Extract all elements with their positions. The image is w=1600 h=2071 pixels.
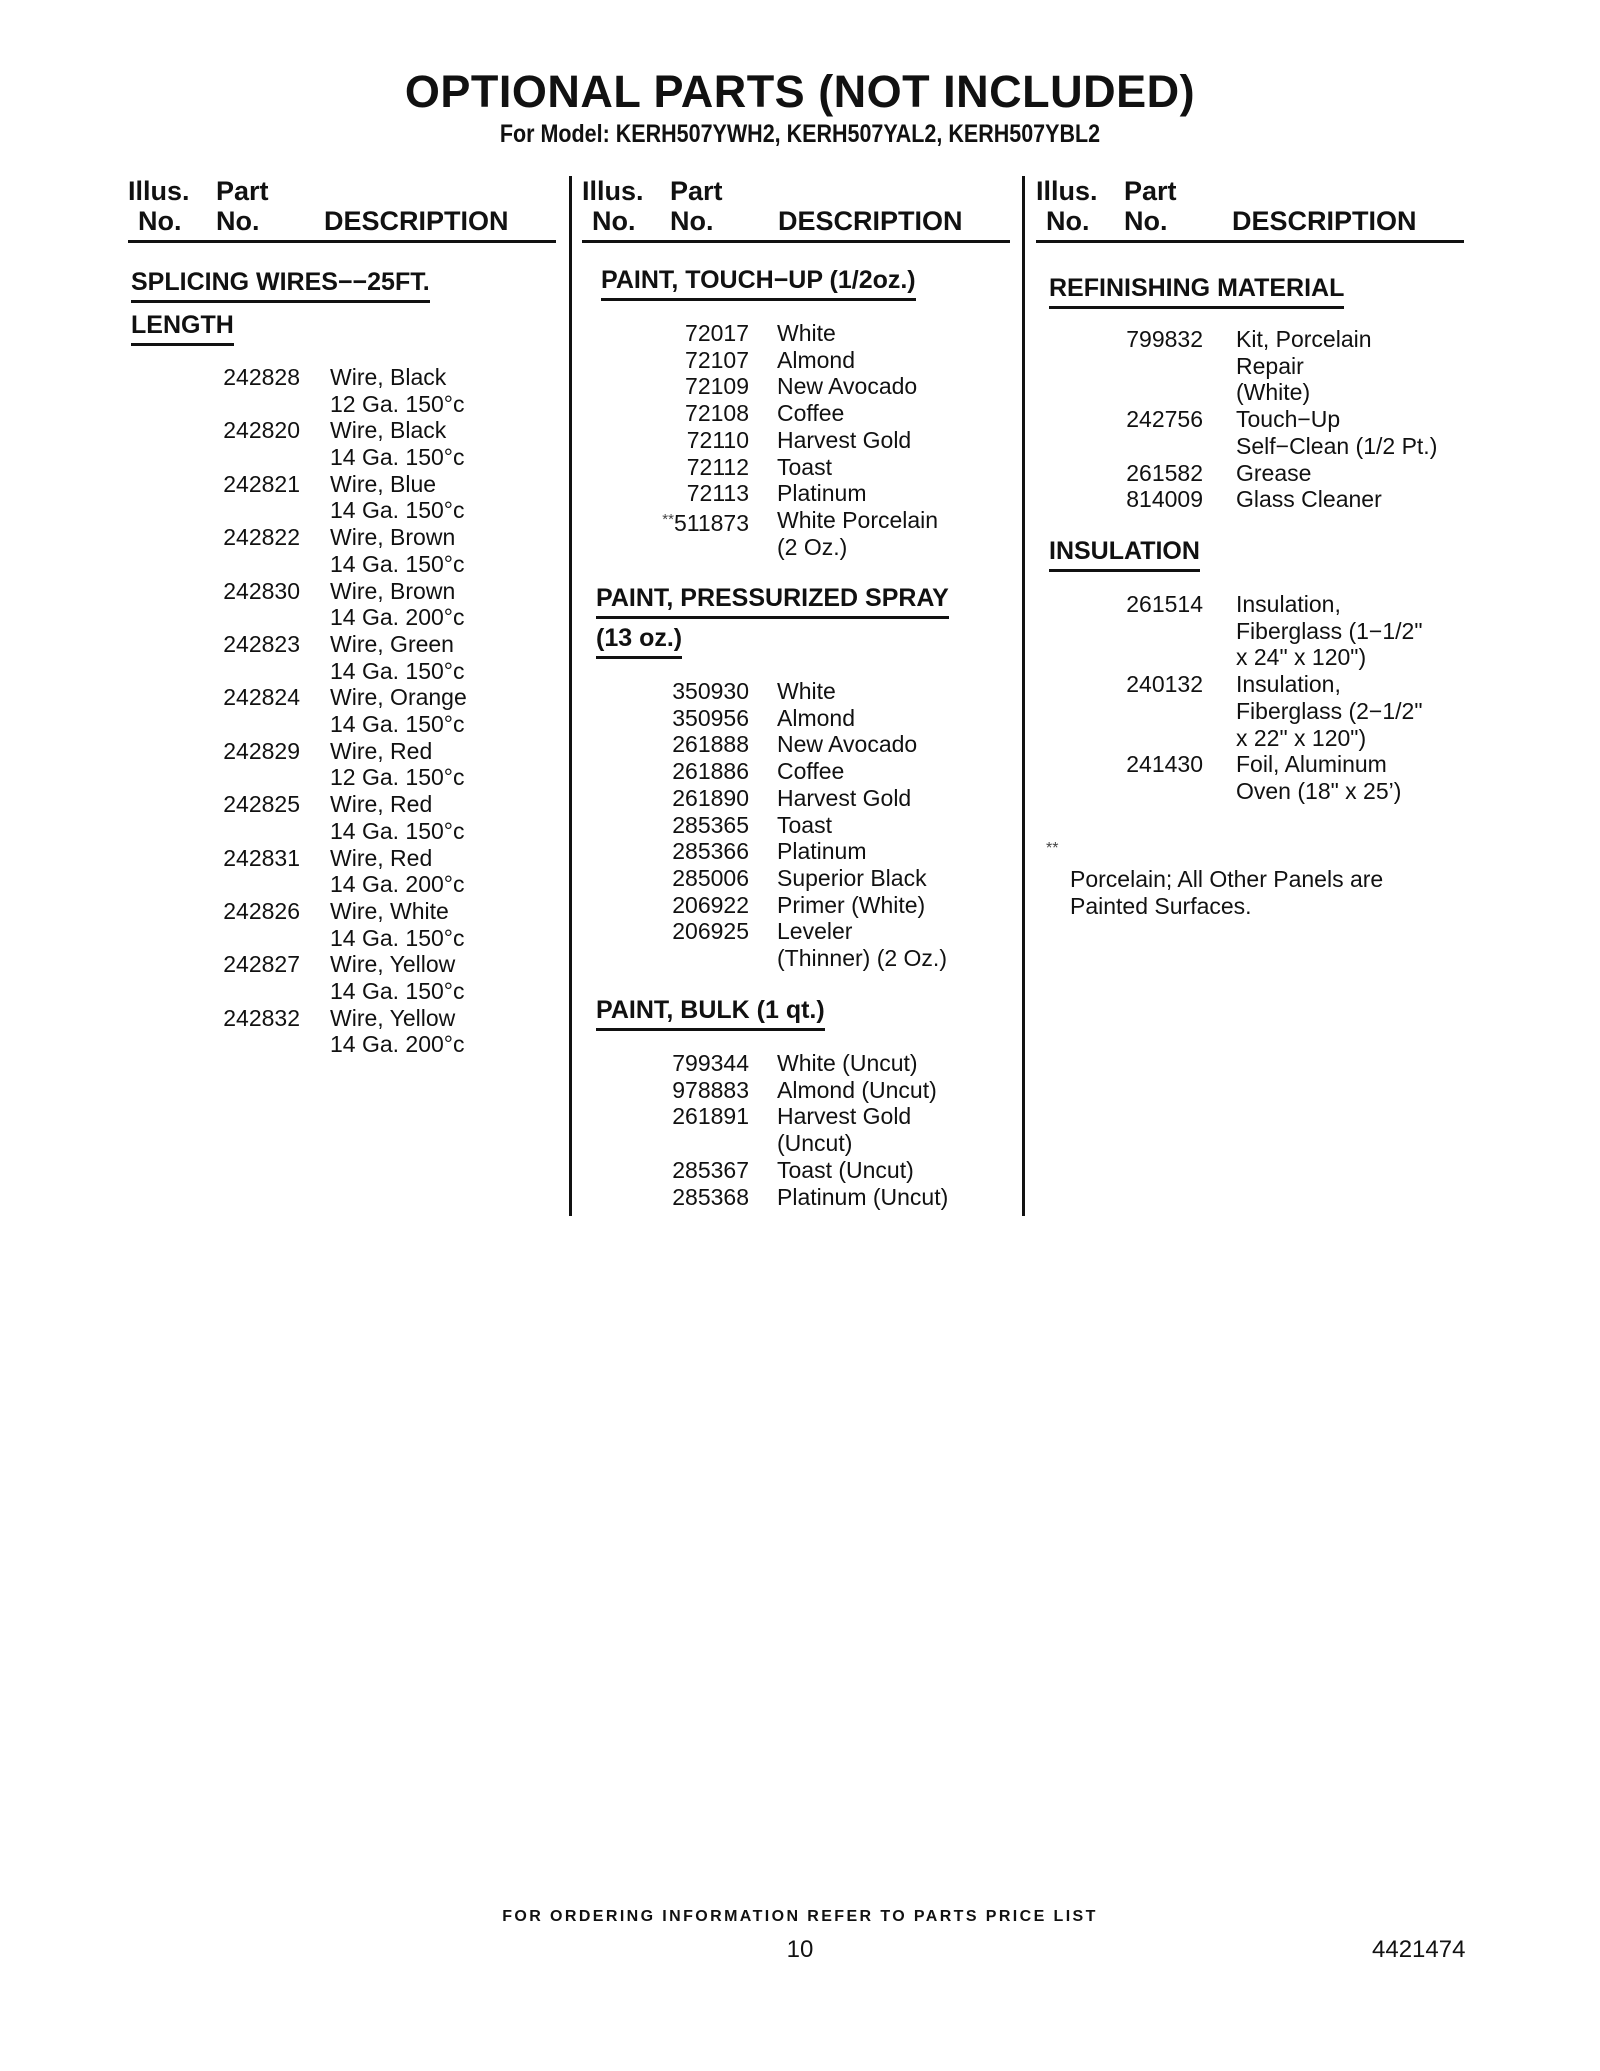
porcelain-footnote-marker: **	[662, 511, 674, 528]
description: Almond (Uncut)	[777, 1076, 937, 1103]
part-number: 242832	[223, 1004, 300, 1031]
section-title-paint-bulk: PAINT, BULK (1 qt.)	[596, 996, 825, 1031]
description: Wire, Black	[330, 417, 447, 444]
description: Platinum	[777, 838, 867, 865]
description: Fiberglass (1−1/2"	[1236, 617, 1423, 644]
part-number: 72107	[685, 346, 749, 373]
part-number: 261888	[672, 731, 749, 758]
description: Leveler	[777, 918, 853, 945]
description: Insulation,	[1236, 671, 1341, 698]
description: Harvest Gold	[777, 426, 912, 453]
part-number: 242825	[223, 791, 300, 818]
description-line2: 14 Ga. 150°c	[330, 657, 465, 684]
part-number: 350956	[672, 704, 749, 731]
column-divider-2	[1022, 176, 1025, 1216]
description: Wire, Black	[330, 364, 447, 390]
part-number: 242756	[1126, 406, 1203, 433]
header-part: Part	[216, 176, 269, 206]
description: Harvest Gold	[777, 784, 912, 811]
part-number: 285006	[672, 864, 749, 891]
section-title-insulation: INSULATION	[1049, 537, 1200, 572]
part-number: 242827	[223, 951, 300, 978]
header-part-no: No.	[1124, 206, 1168, 236]
description: White	[777, 678, 836, 704]
header-description: DESCRIPTION	[778, 206, 963, 236]
column-header-1	[128, 176, 558, 244]
description: New Avocado	[777, 731, 918, 758]
description: Wire, Red	[330, 791, 433, 818]
column-divider-1	[569, 176, 572, 1216]
description: Wire, Green	[330, 631, 454, 657]
description: Wire, Yellow	[330, 1004, 456, 1031]
part-number: 206922	[672, 891, 749, 918]
document-number: 4421474	[1372, 1936, 1466, 1963]
part-number: 285366	[672, 838, 749, 865]
part-number: 242820	[223, 417, 300, 444]
description: Almond	[777, 704, 855, 731]
description: Toast (Uncut)	[777, 1156, 914, 1183]
part-number: 72110	[686, 426, 749, 453]
page-title: OPTIONAL PARTS (NOT INCLUDED)	[404, 66, 1196, 117]
description-line2: 14 Ga. 150°c	[330, 978, 465, 1005]
description-line2: (2 Oz.)	[777, 533, 848, 560]
description: White	[777, 320, 836, 346]
description: Glass Cleaner	[1236, 486, 1382, 513]
description-line2: 14 Ga. 200°c	[330, 1031, 465, 1058]
part-number: 72112	[686, 453, 749, 480]
part-number: 242826	[223, 898, 300, 924]
part-number: 242824	[223, 684, 300, 711]
section-title-touch-up: PAINT, TOUCH−UP (1/2oz.)	[601, 266, 916, 301]
description: Toast	[777, 811, 832, 838]
header-description: DESCRIPTION	[324, 206, 509, 236]
description: (White)	[1236, 379, 1311, 406]
description: Foil, Aluminum	[1236, 751, 1387, 778]
part-number: 285368	[672, 1183, 749, 1210]
description: (Uncut)	[777, 1130, 853, 1157]
description: Almond	[777, 346, 855, 373]
header-illus-no: No.	[592, 206, 636, 236]
part-number: 241430	[1126, 751, 1203, 778]
header-part: Part	[1124, 176, 1177, 206]
description-line2: 14 Ga. 150°c	[330, 497, 465, 524]
part-number: 350930	[672, 678, 749, 704]
part-number: 240132	[1126, 671, 1203, 698]
description: Touch−Up	[1236, 406, 1341, 433]
footnote-line2: Painted Surfaces.	[1070, 893, 1252, 919]
page-number: 10	[786, 1936, 814, 1963]
footnote-marker: **	[1046, 840, 1059, 857]
header-part: Part	[670, 176, 723, 206]
part-number: 242828	[223, 364, 300, 390]
description: Coffee	[777, 758, 845, 785]
part-number: 242830	[223, 577, 300, 604]
part-number: 242831	[223, 844, 300, 871]
description-line2: 14 Ga. 150°c	[330, 711, 465, 738]
description-line2: 14 Ga. 200°c	[330, 871, 465, 898]
column-header-2	[582, 176, 1012, 244]
description: Kit, Porcelain	[1236, 326, 1372, 352]
description: Harvest Gold	[777, 1103, 912, 1130]
description: Primer (White)	[777, 891, 926, 918]
header-rule	[1036, 240, 1464, 243]
part-number: 72109	[685, 373, 749, 400]
header-rule	[128, 240, 556, 243]
section-title-length: LENGTH	[131, 311, 234, 346]
part-number: 285367	[672, 1156, 749, 1183]
description: Superior Black	[777, 864, 927, 891]
description: Oven (18" x 25’)	[1236, 777, 1402, 804]
header-part-no: No.	[670, 206, 714, 236]
part-number: 242822	[223, 524, 300, 551]
description: New Avocado	[777, 373, 918, 400]
description: Fiberglass (2−1/2"	[1236, 697, 1423, 724]
footnote-line1: Porcelain; All Other Panels are	[1070, 866, 1384, 892]
part-number: 799832	[1126, 326, 1203, 352]
part-number: 978883	[672, 1076, 749, 1103]
part-number: 242821	[223, 470, 300, 497]
part-number: 814009	[1126, 486, 1203, 513]
description: White Porcelain	[777, 507, 939, 533]
part-number: 72108	[685, 400, 749, 427]
part-number: 799344	[672, 1050, 749, 1076]
header-illus-no: No.	[138, 206, 182, 236]
section-title-splicing-wires: SPLICING WIRES−−25FT.	[131, 268, 430, 303]
description-line2: 12 Ga. 150°c	[330, 390, 465, 417]
section-title-refinishing-material: REFINISHING MATERIAL	[1049, 274, 1344, 309]
description: Wire, Yellow	[330, 951, 456, 978]
part-number: 261890	[672, 784, 749, 811]
part-number: 242829	[223, 737, 300, 764]
header-illus: Illus.	[1036, 176, 1098, 206]
column-header-3	[1036, 176, 1466, 244]
description: Platinum (Uncut)	[777, 1183, 949, 1210]
description: Toast	[777, 453, 832, 480]
header-part-no: No.	[216, 206, 260, 236]
part-number: 261891	[672, 1103, 749, 1130]
part-number: 261582	[1126, 459, 1203, 486]
description-line2: 14 Ga. 150°c	[330, 817, 465, 844]
section-title-pressurized-spray: PAINT, PRESSURIZED SPRAY	[596, 584, 949, 619]
part-number: 72017	[685, 320, 749, 346]
description-line2: 14 Ga. 150°c	[330, 550, 465, 577]
description-line2: 12 Ga. 150°c	[330, 764, 465, 791]
description: Wire, Red	[330, 844, 433, 871]
description: Wire, Blue	[330, 470, 437, 497]
description: Self−Clean (1/2 Pt.)	[1236, 432, 1438, 459]
part-number: 206925	[672, 918, 749, 945]
header-illus: Illus.	[128, 176, 190, 206]
header-rule	[582, 240, 1010, 243]
header-illus: Illus.	[582, 176, 644, 206]
section-title-13oz: (13 oz.)	[596, 624, 682, 659]
description: Wire, Red	[330, 737, 433, 764]
description: Wire, Orange	[330, 684, 467, 711]
description: Insulation,	[1236, 591, 1341, 617]
description: White (Uncut)	[777, 1050, 918, 1076]
description-line2: 14 Ga. 150°c	[330, 924, 465, 951]
part-number: 261514	[1126, 591, 1203, 617]
description: x 22" x 120")	[1236, 724, 1367, 751]
description: Wire, Brown	[330, 577, 456, 604]
part-number: 511873	[673, 510, 749, 536]
header-illus-no: No.	[1046, 206, 1090, 236]
model-subtitle: For Model: KERH507YWH2, KERH507YAL2, KERH507YBL2	[499, 120, 1101, 148]
description-line2: 14 Ga. 150°c	[330, 444, 465, 471]
description: x 24" x 120")	[1236, 644, 1367, 671]
description: Grease	[1236, 459, 1312, 486]
part-number: 72113	[686, 480, 749, 507]
description: Coffee	[777, 400, 845, 427]
part-number: 242823	[223, 631, 300, 657]
description: Platinum	[777, 480, 867, 507]
ordering-info: FOR ORDERING INFORMATION REFER TO PARTS PRICE LIST	[502, 1908, 1098, 1925]
header-description: DESCRIPTION	[1232, 206, 1417, 236]
description-line2: 14 Ga. 200°c	[330, 604, 465, 631]
description: (Thinner) (2 Oz.)	[777, 945, 947, 971]
description: Repair	[1236, 352, 1304, 379]
description: Wire, Brown	[330, 524, 456, 551]
part-number: 261886	[672, 758, 749, 785]
description: Wire, White	[330, 898, 449, 924]
part-number: 285365	[672, 811, 749, 838]
